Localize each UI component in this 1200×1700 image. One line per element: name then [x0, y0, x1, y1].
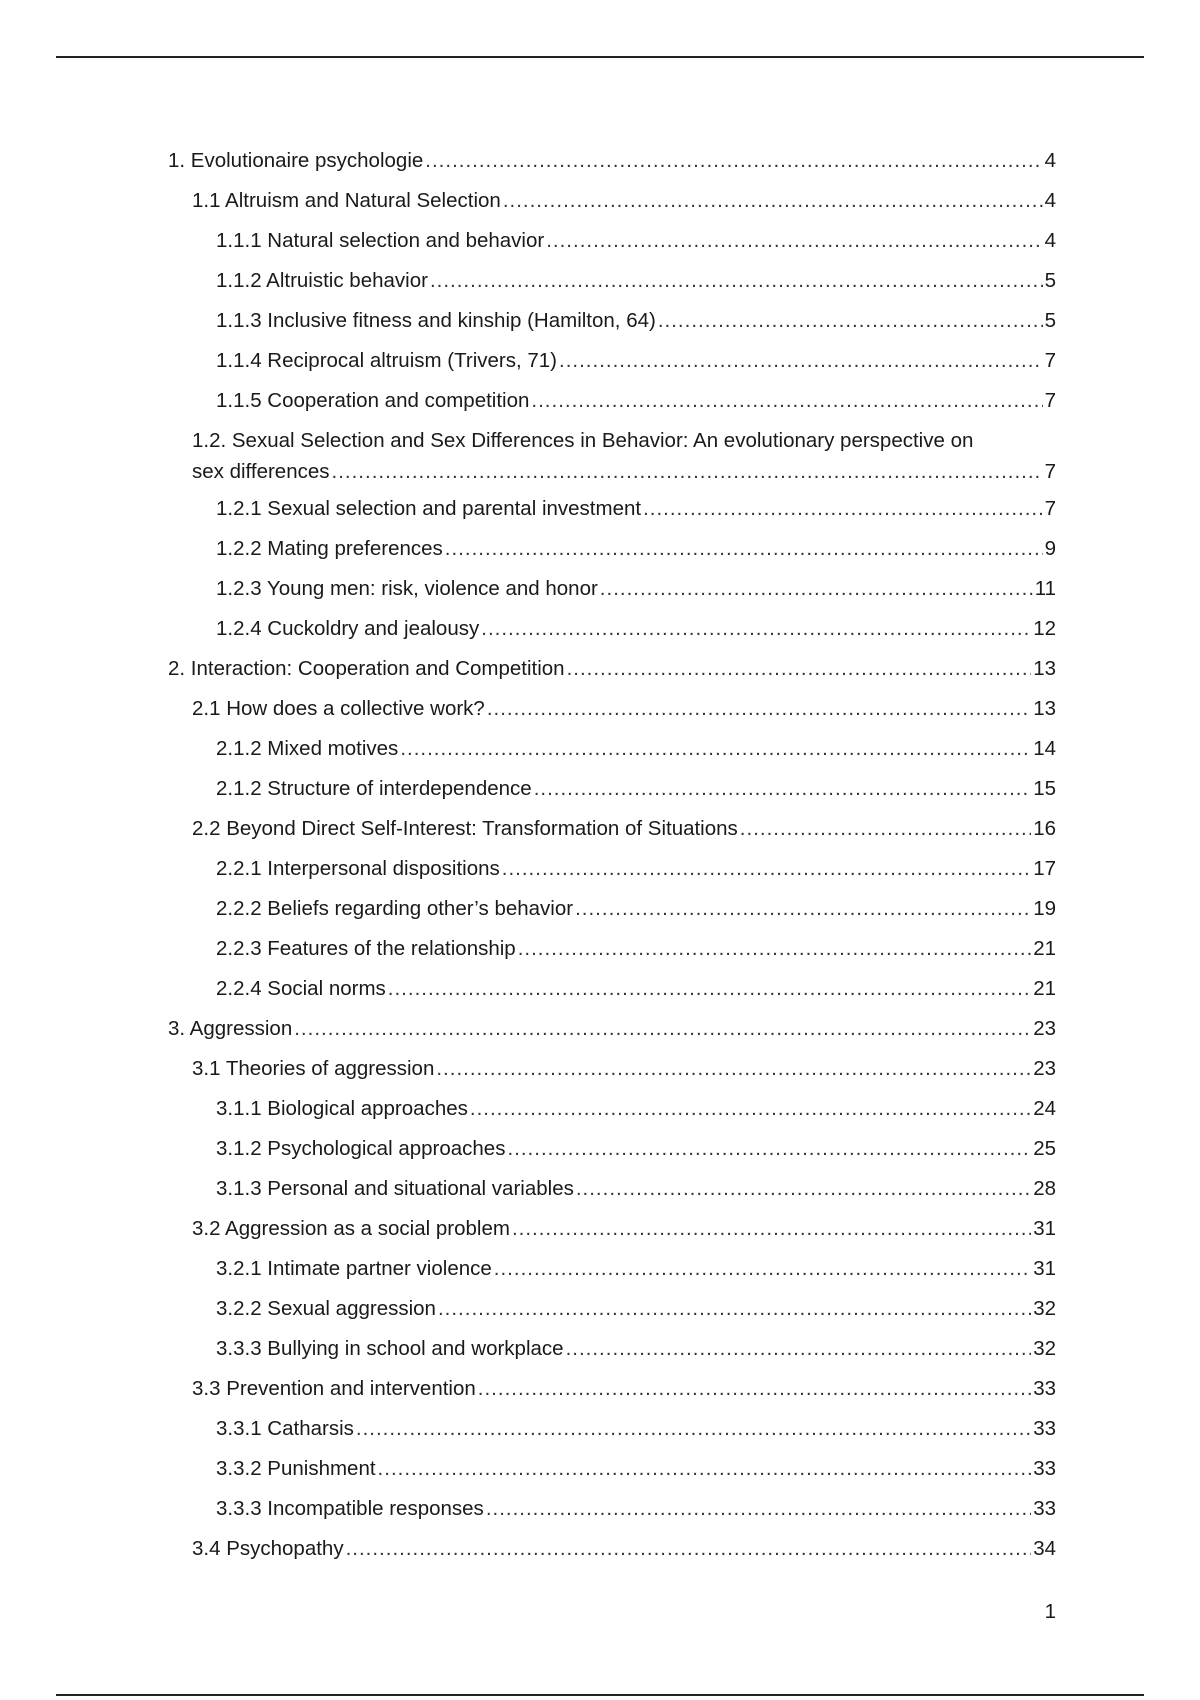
dot-leader — [740, 809, 1031, 849]
toc-entry-page: 7 — [1044, 460, 1056, 483]
dot-leader — [346, 1529, 1032, 1569]
toc-entry-page: 9 — [1044, 537, 1056, 560]
toc-entry-title: 2.2.1 Interpersonal dispositions — [216, 857, 500, 880]
dot-leader — [430, 261, 1043, 301]
toc-entry-title: 1.1.4 Reciprocal altruism (Trivers, 71) — [216, 349, 558, 372]
toc-entry-title: 1.2.3 Young men: risk, violence and honor — [216, 577, 598, 600]
dot-leader — [356, 1409, 1031, 1449]
toc-entry-title: 3.4 Psychopathy — [192, 1537, 344, 1560]
dot-leader — [600, 569, 1033, 609]
dot-leader — [559, 341, 1043, 381]
toc-entry-title: 2.2.4 Social norms — [216, 977, 386, 1000]
toc-entry-title-line1: 1.2. Sexual Selection and Sex Differences in Behavior: An evolutionary perspective on — [192, 429, 974, 452]
toc-entry[interactable] — [168, 1129, 1056, 1169]
header-rule — [56, 56, 1144, 58]
toc-entry-page: 15 — [1033, 777, 1056, 800]
toc-entry-title: 3.1.2 Psychological approaches — [216, 1137, 506, 1160]
toc-entry[interactable] — [168, 1369, 1056, 1409]
toc-entry-page: 31 — [1033, 1217, 1056, 1240]
toc-entry[interactable] — [168, 729, 1056, 769]
toc-entry[interactable] — [168, 929, 1056, 969]
toc-entry-page: 21 — [1033, 977, 1056, 1000]
toc-entry-title: 1.2.2 Mating preferences — [216, 537, 443, 560]
toc-entry[interactable] — [168, 221, 1056, 261]
toc-entry[interactable] — [168, 529, 1056, 569]
toc-entry[interactable] — [168, 1169, 1056, 1209]
toc-entry-title: 2.1.2 Mixed motives — [216, 737, 399, 760]
toc-entry-title: 2.1 How does a collective work? — [192, 697, 485, 720]
dot-leader — [486, 1489, 1031, 1529]
dot-leader — [566, 1329, 1032, 1369]
toc-entry-title: 1. Evolutionaire psychologie — [168, 149, 424, 172]
toc-entry-page: 7 — [1044, 389, 1056, 412]
dot-leader — [445, 529, 1043, 569]
toc-entry-page: 7 — [1044, 497, 1056, 520]
dot-leader — [481, 609, 1031, 649]
dot-leader — [400, 729, 1031, 769]
dot-leader — [531, 381, 1042, 421]
toc-entry-title: 1.1.5 Cooperation and competition — [216, 389, 530, 412]
toc-entry-title: 1.1 Altruism and Natural Selection — [192, 189, 501, 212]
toc-entry-page: 4 — [1044, 229, 1056, 252]
toc-entry-page: 13 — [1033, 657, 1056, 680]
toc-entry-page: 7 — [1044, 349, 1056, 372]
toc-entry[interactable] — [168, 181, 1056, 221]
toc-entry-title: 2.1.2 Structure of interdependence — [216, 777, 532, 800]
dot-leader — [576, 1169, 1031, 1209]
toc-entry[interactable] — [168, 1209, 1056, 1249]
toc-entry-page: 5 — [1044, 269, 1056, 292]
toc-entry-page: 34 — [1033, 1537, 1056, 1560]
toc-entry[interactable] — [168, 1449, 1056, 1489]
toc-entry-title: 3.3 Prevention and intervention — [192, 1377, 476, 1400]
toc-entry[interactable] — [168, 1489, 1056, 1529]
dot-leader — [512, 1209, 1031, 1249]
toc-entry-title: 3.1.3 Personal and situational variables — [216, 1177, 574, 1200]
toc-entry-page: 5 — [1044, 309, 1056, 332]
toc-entry-title: 3.2 Aggression as a social problem — [192, 1217, 510, 1240]
toc-entry-title: 3.3.2 Punishment — [216, 1457, 376, 1480]
toc-entry-page: 21 — [1033, 937, 1056, 960]
dot-leader — [502, 849, 1031, 889]
toc-entry[interactable] — [168, 569, 1056, 609]
toc-entry-page: 25 — [1033, 1137, 1056, 1160]
toc-entry[interactable] — [168, 649, 1056, 689]
toc-entry-title: 1.2.1 Sexual selection and parental investment — [216, 497, 642, 520]
toc-entry-title: 2.2 Beyond Direct Self-Interest: Transformation of Situations — [192, 817, 738, 840]
dot-leader — [567, 649, 1032, 689]
toc-entry-page: 32 — [1033, 1337, 1056, 1360]
toc-entry[interactable] — [168, 489, 1056, 529]
toc-entry[interactable] — [168, 1049, 1056, 1089]
toc-entry[interactable] — [168, 261, 1056, 301]
toc-entry[interactable] — [168, 341, 1056, 381]
toc-entry-page: 12 — [1033, 617, 1056, 640]
dot-leader — [436, 1049, 1031, 1089]
toc-entry-title: 1.1.1 Natural selection and behavior — [216, 229, 545, 252]
toc-entry-title: 3.3.3 Bullying in school and workplace — [216, 1337, 564, 1360]
table-of-contents — [168, 141, 1056, 1569]
dot-leader — [546, 221, 1042, 261]
dot-leader — [643, 489, 1043, 529]
toc-entry-page: 28 — [1033, 1177, 1056, 1200]
toc-entry-title: 3.2.1 Intimate partner violence — [216, 1257, 492, 1280]
toc-entry-page: 33 — [1033, 1457, 1056, 1480]
dot-leader — [494, 1249, 1031, 1289]
toc-entry-page: 32 — [1033, 1297, 1056, 1320]
toc-entry-page: 23 — [1033, 1057, 1056, 1080]
dot-leader — [388, 969, 1031, 1009]
toc-entry[interactable] — [168, 427, 1056, 489]
toc-entry[interactable] — [168, 301, 1056, 341]
toc-entry-title-line2: sex differences — [192, 460, 330, 483]
toc-entry[interactable] — [168, 1529, 1056, 1569]
toc-entry-page: 24 — [1033, 1097, 1056, 1120]
dot-leader — [487, 689, 1031, 729]
dot-leader — [378, 1449, 1032, 1489]
toc-entry-title: 3.3.3 Incompatible responses — [216, 1497, 484, 1520]
dot-leader — [438, 1289, 1031, 1329]
dot-leader — [294, 1009, 1031, 1049]
toc-entry[interactable] — [168, 769, 1056, 809]
dot-leader — [658, 301, 1043, 341]
toc-entry-page: 14 — [1033, 737, 1056, 760]
toc-entry-title: 1.1.2 Altruistic behavior — [216, 269, 428, 292]
toc-entry-page: 33 — [1033, 1377, 1056, 1400]
dot-leader — [478, 1369, 1031, 1409]
toc-entry[interactable] — [168, 849, 1056, 889]
toc-entry-title: 2.2.3 Features of the relationship — [216, 937, 516, 960]
dot-leader — [534, 769, 1031, 809]
toc-entry-page: 23 — [1033, 1017, 1056, 1040]
toc-entry-page: 11 — [1034, 577, 1056, 600]
dot-leader — [470, 1089, 1031, 1129]
dot-leader — [503, 181, 1043, 221]
toc-entry-page: 13 — [1033, 697, 1056, 720]
dot-leader — [332, 455, 1043, 489]
toc-entry[interactable] — [168, 1249, 1056, 1289]
toc-entry[interactable] — [168, 141, 1056, 181]
toc-entry[interactable] — [168, 381, 1056, 421]
toc-entry-title: 2.2.2 Beliefs regarding other’s behavior — [216, 897, 574, 920]
toc-entry-title: 3.3.1 Catharsis — [216, 1417, 354, 1440]
toc-entry-title: 3. Aggression — [168, 1017, 293, 1040]
footer-rule — [56, 1694, 1144, 1696]
toc-entry[interactable] — [168, 1089, 1056, 1129]
toc-entry-title: 1.2.4 Cuckoldry and jealousy — [216, 617, 480, 640]
toc-entry[interactable] — [168, 609, 1056, 649]
toc-entry-title: 3.1 Theories of aggression — [192, 1057, 435, 1080]
page-number: 1 — [1044, 1600, 1056, 1623]
toc-entry[interactable] — [168, 1289, 1056, 1329]
toc-entry-page: 31 — [1033, 1257, 1056, 1280]
toc-entry-page: 4 — [1044, 149, 1056, 172]
toc-entry[interactable] — [168, 969, 1056, 1009]
toc-entry-title: 3.2.2 Sexual aggression — [216, 1297, 436, 1320]
toc-entry-title: 1.1.3 Inclusive fitness and kinship (Hamilton, 64) — [216, 309, 656, 332]
toc-entry-page: 33 — [1033, 1417, 1056, 1440]
toc-entry[interactable] — [168, 809, 1056, 849]
toc-entry-title: 3.1.1 Biological approaches — [216, 1097, 468, 1120]
dot-leader — [518, 929, 1031, 969]
toc-entry-page: 33 — [1033, 1497, 1056, 1520]
toc-entry[interactable] — [168, 1329, 1056, 1369]
dot-leader — [575, 889, 1031, 929]
dot-leader — [507, 1129, 1031, 1169]
dot-leader — [425, 141, 1042, 181]
toc-entry-page: 17 — [1033, 857, 1056, 880]
toc-entry[interactable] — [168, 689, 1056, 729]
toc-entry[interactable] — [168, 1409, 1056, 1449]
toc-entry-page: 19 — [1033, 897, 1056, 920]
toc-entry-title: 2. Interaction: Cooperation and Competition — [168, 657, 565, 680]
toc-entry-page: 16 — [1033, 817, 1056, 840]
toc-entry-page: 4 — [1044, 189, 1056, 212]
toc-entry[interactable] — [168, 889, 1056, 929]
toc-entry[interactable] — [168, 1009, 1056, 1049]
